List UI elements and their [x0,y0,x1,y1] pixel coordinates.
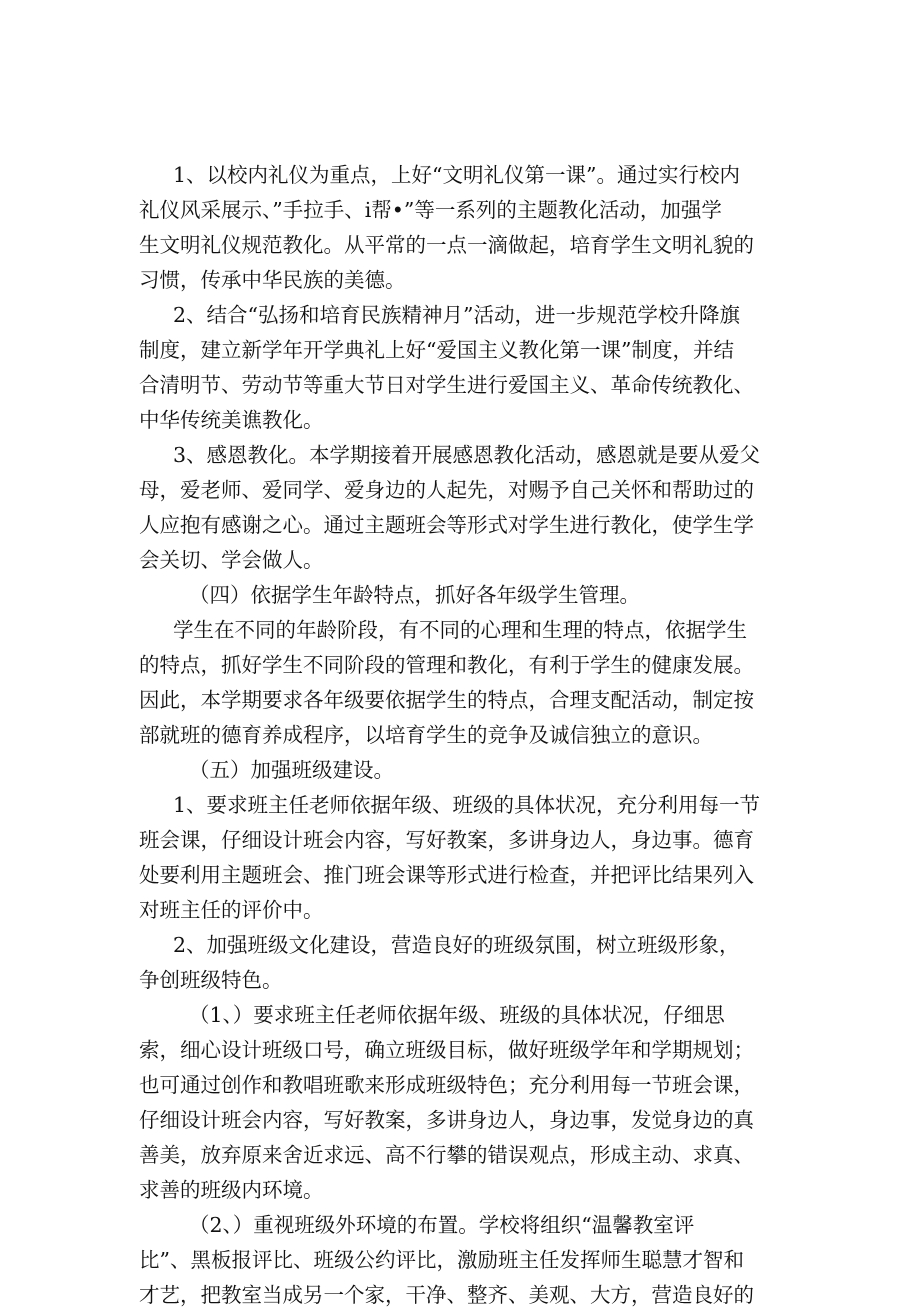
text-line: 习惯，传承中华民族的美德。 [139,268,406,292]
text-line: 1、要求班主任老师依据年级、班级的具体状况，充分利用每一节 [173,793,761,817]
text-line: （1、）要求班主任老师依据年级、班级的具体状况，仔细思 [189,1003,725,1027]
text-line: 处要利用主题班会、推门班会课等形式进行检查，并把评比结果列入 [139,863,754,887]
text-line: 仔细设计班会内容，写好教案，多讲身边人，身边事，发觉身边的真 [139,1108,754,1132]
text-line: （四）依据学生年龄特点，抓好各年级学生管理。 [189,583,640,607]
text-line: 索，细心设计班级口号，确立班级目标，做好班级学年和学期规划； [139,1038,754,1062]
text-line: 礼仪风采展示、”手拉手、i帮•”等一系列的主题教化活动，加强学 [139,198,722,222]
text-line: 2、加强班级文化建设，营造良好的班级氛围，树立班级形象， [173,933,740,957]
text-line: 对班主任的评价中。 [139,898,324,922]
text-line: （五）加强班级建设。 [189,758,394,782]
text-line: 中华传统美谯教化。 [139,408,324,432]
text-line: 人应抱有感谢之心。通过主题班会等形式对学生进行教化，使学生学 [139,513,754,537]
text-line: 母，爱老师、爱同学、爱身边的人起先，对赐予自己关怀和帮助过的 [139,478,754,502]
text-line: 2、结合“弘扬和培育民族精神月”活动，进一步规范学校升降旗 [173,303,741,327]
text-line: 3、感恩教化。本学期接着开展感恩教化活动，感恩就是要从爱父 [173,443,761,467]
text-line: 合清明节、劳动节等重大节日对学生进行爱国主义、革命传统教化、 [139,373,754,397]
text-line: 争创班级特色。 [139,968,283,992]
text-line: 求善的班级内环境。 [139,1178,324,1202]
text-line: 学生在不同的年龄阶段，有不同的心理和生理的特点，依据学生 [173,618,747,642]
text-line: 也可通过创作和教唱班歌来形成班级特色；充分利用每一节班会课， [139,1073,754,1097]
text-line: 才艺，把教室当成另一个家，干净、整齐、美观、大方，营造良好的 [139,1283,754,1307]
text-line: 善美，放弃原来舍近求远、高不行攀的错误观点，形成主动、求真、 [139,1143,754,1167]
text-line: 1、以校内礼仪为重点，上好“文明礼仪第一课”。通过实行校内 [173,163,741,187]
text-line: 因此，本学期要求各年级要依据学生的特点，合理支配活动，制定按 [139,688,754,712]
text-line: 会关切、学会做人。 [139,548,324,572]
text-line: 部就班的德育养成程序，以培育学生的竞争及诚信独立的意识。 [139,723,713,747]
text-line: 的特点，抓好学生不同阶段的管理和教化，有利于学生的健康发展。 [139,653,754,677]
document-body [139,158,789,1313]
text-line: （2、）重视班级外环境的布置。学校将组织“温馨教室评 [189,1213,695,1237]
text-line: 班会课，仔细设计班会内容，写好教案，多讲身边人，身边事。德育 [139,828,754,852]
text-line: 制度，建立新学年开学典礼上好“爱国主义教化第一课”制度，并结 [139,338,734,362]
text-line: 生文明礼仪规范教化。从平常的一点一滴做起，培育学生文明礼貌的 [139,233,754,257]
text-line: 比”、黑板报评比、班级公约评比，激励班主任发挥师生聪慧才智和 [139,1248,744,1272]
